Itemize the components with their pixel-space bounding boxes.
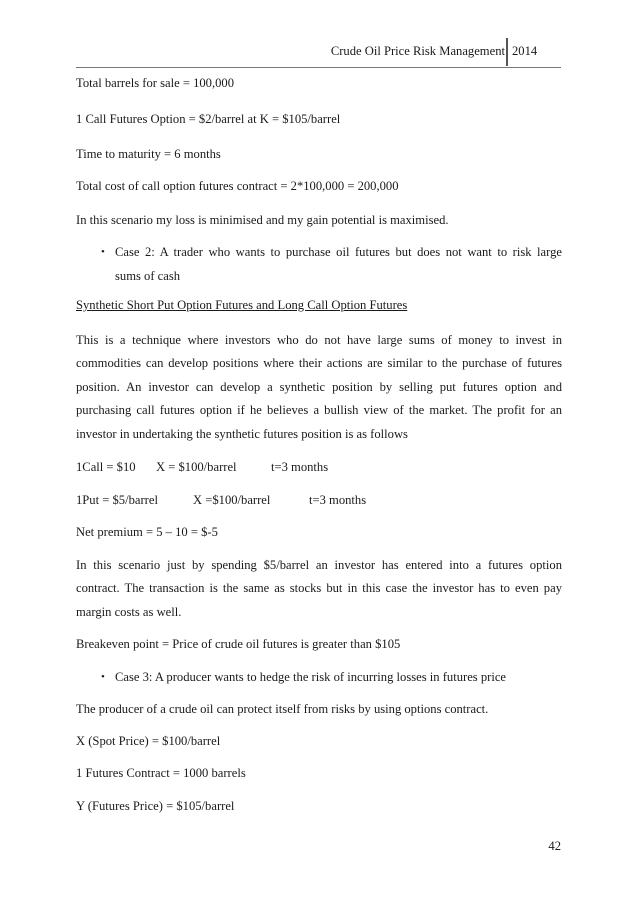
paragraph-line: contract. The transaction is the same as stocks but in this case the investor has to even pay [76,581,562,595]
net-premium: Net premium = 5 – 10 = $-5 [76,525,218,539]
page-header [0,38,638,68]
header-rule [76,67,561,68]
call-time: t=3 months [271,460,329,474]
paragraph-line: investor in undertaking the synthetic futures position is as follows [76,427,408,441]
paragraph-line: margin costs as well. [76,605,182,619]
bullet-icon: • [101,671,105,683]
text-line: 1 Futures Contract = 1000 barrels [76,766,246,780]
header-year: 2014 [512,44,538,58]
section-heading: Synthetic Short Put Option Futures and Long Call Option Futures [76,298,408,312]
text-line: The producer of a crude oil can protect itself from risks by using options contract. [76,702,489,716]
case2-line-1: Case 2: A trader who wants to purchase oil futures but does not want to risk large [115,245,562,259]
text-line: Y (Futures Price) = $105/barrel [76,799,235,813]
paragraph-line: This is a technique where investors who do not have large sums of money to invest in [76,333,562,347]
text-line: Time to maturity = 6 months [76,147,221,161]
put-time: t=3 months [309,493,367,507]
put-strike: X =$100/barrel [193,493,271,507]
call-value: 1Call = $10 [76,460,136,474]
text-line: X (Spot Price) = $100/barrel [76,734,221,748]
call-strike: X = $100/barrel [156,460,237,474]
header-divider [506,38,508,66]
paragraph-line: In this scenario just by spending $5/barrel an investor has entered into a futures option [76,558,562,572]
case2-line-2: sums of cash [115,269,181,283]
breakeven-line: Breakeven point = Price of crude oil futures is greater than $105 [76,637,401,651]
text-line: 1 Call Futures Option = $2/barrel at K = $105/barrel [76,112,341,126]
text-line: Total barrels for sale = 100,000 [76,76,234,90]
bullet-icon: • [101,246,105,258]
text-line: In this scenario my loss is minimised and my gain potential is maximised. [76,213,449,227]
paragraph-line: purchasing call futures option if he believes a bullish view of the market. The profit for an [76,403,562,417]
header-title: Crude Oil Price Risk Management [330,44,505,58]
paragraph-line: position. An investor can develop a synthetic position by selling put futures option and [76,380,562,394]
paragraph-line: commodities can develop positions where their actions are similar to the purchase of futures [76,356,562,370]
page-number: 42 [548,839,561,853]
case3-line: Case 3: A producer wants to hedge the risk of incurring losses in futures price [115,670,507,684]
text-line: Total cost of call option futures contract = 2*100,000 = 200,000 [76,179,399,193]
put-value: 1Put = $5/barrel [76,493,158,507]
